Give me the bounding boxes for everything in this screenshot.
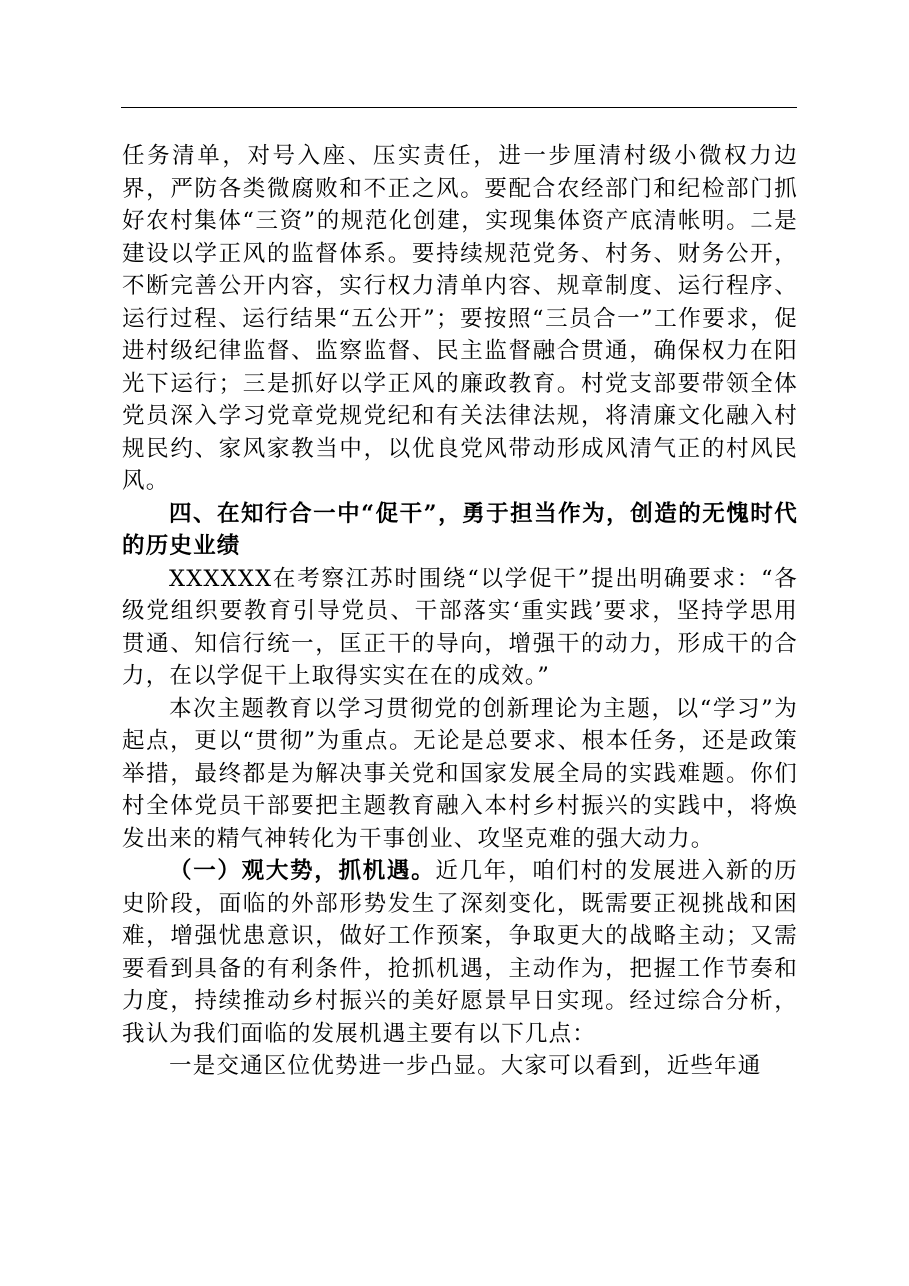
- paragraph-quote-jiangsu: XXXXXX在考察江苏时围绕“以学促干”提出明确要求：“各级党组织要教育引导党员、干部落实‘重实践’要求，坚持学思用贯通、知信行统一，匡正干的导向，增强干的动力，形成干的合力，在以学促干上取得实实在在的成效。”: [122, 565, 798, 689]
- subheading-observe-trends: （一）观大势，抓机遇。: [169, 858, 436, 884]
- section-heading-4: 四、在知行合一中“促干”，勇于担当作为，创造的无愧时代的历史业绩: [122, 500, 798, 559]
- paragraph-supervision-system: 任务清单，对号入座、压实责任，进一步厘清村级小微权力边界，严防各类微腐败和不正之风。要配合农经部门和纪检部门抓好农村集体“三资”的规范化创建，实现集体资产底清帐明。二是建设以学正风的监督体系。要持续规范党务、村务、财务公开，不断完善公开内容，实行权力清单内容、规章制度、运行程序、运行过程、运行结果“五公开”；要按照“三员合一”工作要求，促进村级纪律监督、监察监督、民主监督融合贯通，确保权力在阳光下运行；三是抓好以学正风的廉政教育。村党支部要带领全体党员深入学习党章党规党纪和有关法律法规，将清廉文化融入村规民约、家风家教当中，以优良党风带动形成风清气正的村风民风。: [122, 143, 798, 494]
- paragraph-opportunities: [122, 855, 798, 1050]
- paragraph-theme-education: 本次主题教育以学习贯彻党的创新理论为主题，以“学习”为起点，更以“贯彻”为重点。无论是总要求、根本任务，还是政策举措，最终都是为解决事关党和国家发展全局的实践难题。你们村全体党员干部要把主题教育融入本村乡村振兴的实践中，将焕发出来的精气神转化为干事创业、攻坚克难的强大动力。: [122, 695, 798, 852]
- paragraph-transport-advantage: 一是交通区位优势进一步凸显。大家可以看到，近些年通: [169, 1053, 762, 1079]
- paragraph-opportunities-text: 近几年，咱们村的发展进入新的历史阶段，面临的外部形势发生了深刻变化，既需要正视挑战和困难，增强忧患意识，做好工作预案，争取更大的战略主动；又需要看到具备的有利条件，抢抓机遇，主动作为，把握工作节奏和力度，持续推动乡村振兴的美好愿景早日实现。经过综合分析，我认为我们面临的发展机遇主要有以下几点：: [122, 858, 798, 1047]
- document-body: [122, 140, 798, 1083]
- header-rule: [121, 107, 797, 108]
